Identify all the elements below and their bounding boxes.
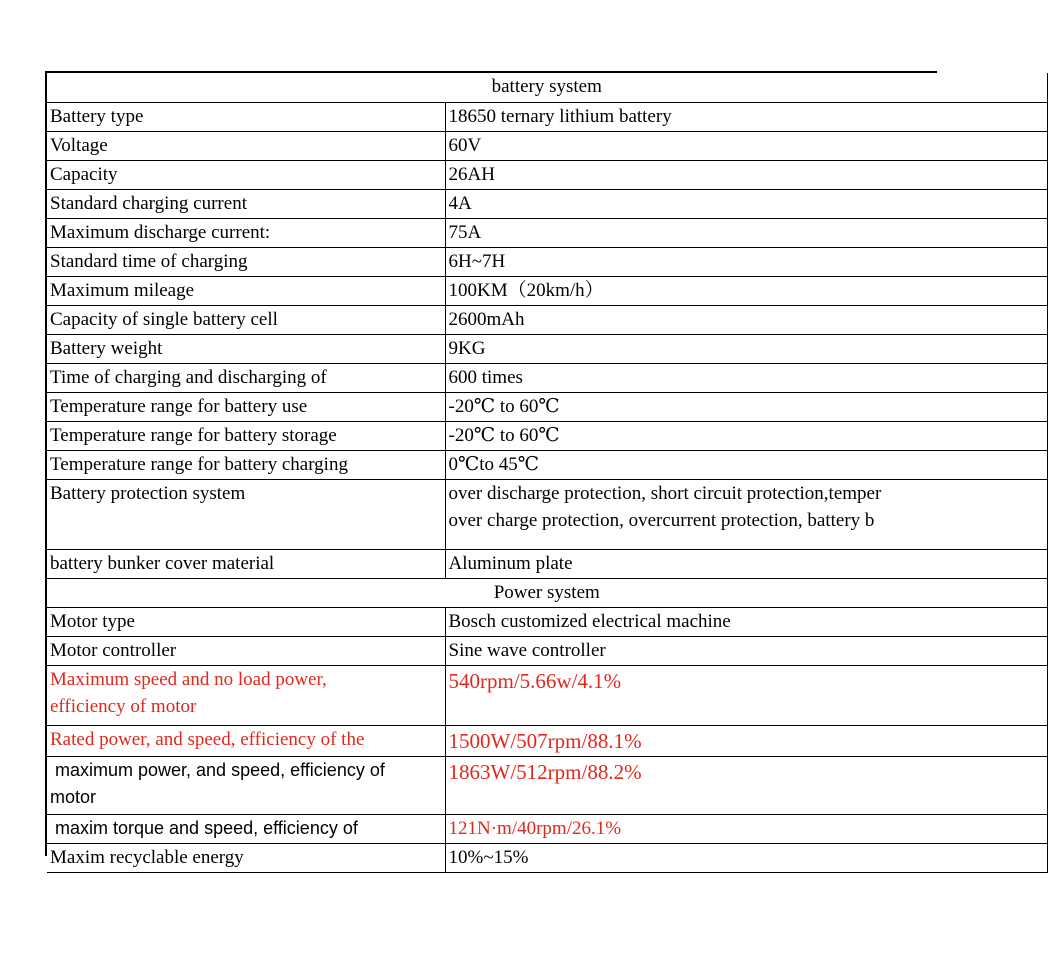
- row-value: Bosch customized electrical machine: [445, 607, 1047, 636]
- row-value: -20℃ to 60℃: [445, 421, 1047, 450]
- row-label: Maxim recyclable energy: [47, 843, 445, 872]
- row-value: 121N·m/40rpm/26.1%: [445, 814, 1047, 843]
- row-value: 18650 ternary lithium battery: [445, 102, 1047, 131]
- table-row: [47, 218, 1047, 247]
- row-label: Maximum mileage: [47, 276, 445, 305]
- row-value: 26AH: [445, 160, 1047, 189]
- row-label: maxim torque and speed, efficiency of: [47, 814, 445, 843]
- value-line: over charge protection, overcurrent protection, battery b: [448, 509, 875, 531]
- section-title: battery system: [47, 73, 1047, 102]
- section-header-battery: [47, 73, 1047, 102]
- row-label: Motor controller: [47, 636, 445, 665]
- table-row: [47, 450, 1047, 479]
- section-title: Power system: [47, 578, 1047, 607]
- spec-table: [47, 73, 1048, 873]
- row-label: Battery protection system: [47, 479, 445, 549]
- row-label: Standard charging current: [47, 189, 445, 218]
- row-label: Capacity: [47, 160, 445, 189]
- row-label: Capacity of single battery cell: [47, 305, 445, 334]
- row-value: Sine wave controller: [445, 636, 1047, 665]
- row-label: Temperature range for battery charging: [47, 450, 445, 479]
- row-label-multiline: [47, 756, 445, 814]
- table-row: [47, 756, 1047, 814]
- row-label: Maximum discharge current:: [47, 218, 445, 247]
- table-row: [47, 814, 1047, 843]
- value-line: over discharge protection, short circuit protection,temper: [448, 482, 882, 504]
- row-value: Aluminum plate: [445, 549, 1047, 578]
- row-value: 540rpm/5.66w/4.1%: [445, 665, 1047, 725]
- row-value: 1863W/512rpm/88.2%: [445, 756, 1047, 814]
- row-label: Voltage: [47, 131, 445, 160]
- row-value: 4A: [445, 189, 1047, 218]
- label-line: maximum power, and speed, efficiency of: [50, 759, 385, 780]
- row-value: -20℃ to 60℃: [445, 392, 1047, 421]
- row-value: 75A: [445, 218, 1047, 247]
- row-value: 2600mAh: [445, 305, 1047, 334]
- row-label: Battery type: [47, 102, 445, 131]
- section-header-power: [47, 578, 1047, 607]
- table-row: [47, 636, 1047, 665]
- row-value: 10%~15%: [445, 843, 1047, 872]
- table-row: [47, 305, 1047, 334]
- table-row: [47, 189, 1047, 218]
- row-value: 6H~7H: [445, 247, 1047, 276]
- label-line: motor: [50, 786, 97, 807]
- table-row: [47, 276, 1047, 305]
- row-value: 1500W/507rpm/88.1%: [445, 725, 1047, 756]
- table-row: [47, 843, 1047, 872]
- spec-sheet: [45, 71, 937, 868]
- table-row: [47, 665, 1047, 725]
- row-label: Standard time of charging: [47, 247, 445, 276]
- table-row: [47, 102, 1047, 131]
- table-row: [47, 725, 1047, 756]
- table-row: [47, 160, 1047, 189]
- row-value: 9KG: [445, 334, 1047, 363]
- table-row: [47, 334, 1047, 363]
- table-row: [47, 607, 1047, 636]
- label-line: efficiency of motor: [50, 695, 197, 717]
- row-value: 0℃to 45℃: [445, 450, 1047, 479]
- table-row: [47, 392, 1047, 421]
- row-value: 600 times: [445, 363, 1047, 392]
- table-row: [47, 421, 1047, 450]
- table-row: [47, 247, 1047, 276]
- row-label: Temperature range for battery storage: [47, 421, 445, 450]
- row-value: 60V: [445, 131, 1047, 160]
- row-label: Motor type: [47, 607, 445, 636]
- table-row: [47, 131, 1047, 160]
- table-row: [47, 479, 1047, 549]
- table-row: [47, 549, 1047, 578]
- row-value: 100KM（20km/h）: [445, 276, 1047, 305]
- row-label: Battery weight: [47, 334, 445, 363]
- row-label: Temperature range for battery use: [47, 392, 445, 421]
- row-label: Time of charging and discharging of: [47, 363, 445, 392]
- row-label: Rated power, and speed, efficiency of the: [47, 725, 445, 756]
- row-label: battery bunker cover material: [47, 549, 445, 578]
- table-row: [47, 363, 1047, 392]
- row-value-multiline: [445, 479, 1047, 549]
- row-label-multiline: [47, 665, 445, 725]
- label-line: Maximum speed and no load power,: [50, 668, 327, 690]
